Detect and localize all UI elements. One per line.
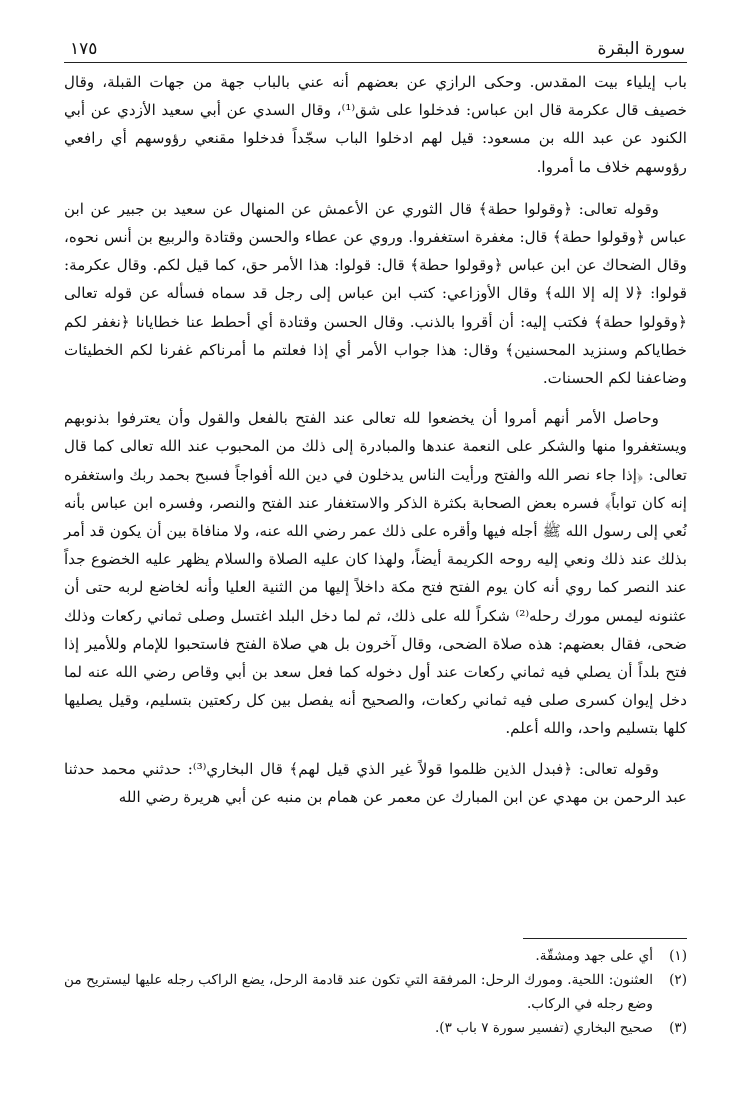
main-text [64, 68, 687, 823]
paragraph: وقوله تعالى: ﴿وقولوا حطة﴾ قال الثوري عن الأعمش عن المنهال عن سعيد بن جبير عن ابن عباس ﴿وقولوا حطة﴾ قال: مغفرة استغفروا. وروي عن عطاء والحسن وقتادة والربيع بن أنس نحوه، وقال الضحاك عن ابن عباس ﴿وقولوا حطة﴾ قال: قولوا: هذا الأمر حق، كما قيل لكم. وقال عكرمة: قولوا: ﴿لا إله إلا الله﴾ وقال الأوزاعي: كتب ابن عباس إلى رجل قد سماه فسأله عن قوله تعالى ﴿وقولوا حطة﴾ فكتب إليه: أن أقروا بالذنب. وقال الحسن وقتادة أي أحطط عنا خطايانا ﴿نغفر لكم خطاياكم وسنزيد المحسنين﴾ وقال: هذا جواب الأمر أي إذا فعلتم ما أمرناكم غفرنا لكم الخطيئات وضاعفنا لكم الحسنات. [64, 199, 687, 388]
footnote-number: (١) [669, 948, 687, 964]
footnote-number: (٢) [669, 972, 687, 988]
footnote-divider [523, 938, 687, 939]
page-header [64, 30, 687, 63]
footnote [64, 944, 687, 968]
footnote [64, 968, 687, 1016]
paragraph: وحاصل الأمر أنهم أمروا أن يخضعوا لله تعالى عند الفتح بالفعل والقول وأن يعترفوا بذنوبهم ويستغفروا منها والشكر على النعمة عندها والمبادرة إلى ذلك من المحبوب عند الله تعالى كما قال تعالى: ﴿إذا جاء نصر الله والفتح ورأيت الناس يدخلون في دين الله أفواجاً فسبح بحمد ربك واستغفره إنه كان تواباً﴾ فسره بعض الصحابة بكثرة الذكر والاستغفار عند الفتح والنصر، وفسره ابن عباس بأنه نُعي إلى رسول الله ﷺ أجله فيها وأقره على ذلك عمر رضي الله عنه، ولا منافاة بين أن يكون قد أمر بذلك عند ذلك ونعي إليه روحه الكريمة أيضاً، ولهذا كان عليه الصلاة والسلام يظهر عليه الخضوع جداً عند النصر كما روي أنه كان يوم الفتح فتح مكة داخلاً إليها من الثنية العليا وأنه لخاضع لربه حتى أن عثنونه ليمس مورك رحله⁽²⁾ شكراً لله على ذلك، ثم لما دخل البلد اغتسل وصلى ثماني ركعات وذلك ضحى، فقال بعضهم: هذه صلاة الضحى، وقال آخرون بل هي صلاة الفتح فاستحبوا للإمام وللأمير إذا فتح بلداً أن يصلي فيه ثماني ركعات عند أول دخوله كما فعل سعد بن أبي وقاص رضي الله عنه لما دخل إيوان كسرى صلى فيه ثماني ركعات، والصحيح أنه يفصل بين كل ركعتين بتسليم، وقيل يصليها كلها بتسليم واحد، والله أعلم. [64, 409, 687, 738]
paragraph: باب إيلياء بيت المقدس. وحكى الرازي عن بعضهم أنه عني بالباب جهة من جهات القبلة، وقال خصيف قال عكرمة قال ابن عباس: فدخلوا على شق⁽¹⁾، وقال السدي عن أبي سعيد الأزدي عن أبي الكنود عن عبد الله بن مسعود: قيل لهم ادخلوا الباب سجّداً فدخلوا مقنعي رؤوسهم أي رافعي رؤوسهم خلاف ما أمروا. [64, 73, 687, 176]
footnote-text: صحيح البخاري (تفسير سورة ٧ باب ٣). [434, 1020, 653, 1036]
footnote-number: (٣) [669, 1020, 687, 1036]
surah-title: سورة البقرة [597, 39, 685, 59]
footnote [64, 1016, 687, 1040]
page-number: ١٧٥ [70, 39, 98, 59]
paragraph: وقوله تعالى: ﴿فبدل الذين ظلموا قولاً غير الذي قيل لهم﴾ قال البخاري⁽³⁾: حدثني محمد حدثنا عبد الرحمن بن مهدي عن ابن المبارك عن معمر عن همام بن منبه عن أبي هريرة رضي الله [64, 759, 687, 806]
footnotes [64, 944, 687, 1040]
footnote-text: أي على جهد ومشقّة. [535, 948, 653, 964]
footnote-text: العثنون: اللحية. ومورك الرحل: المرفقة التي تكون عند قادمة الرحل، يضع الراكب رجله عليها ليستريح من وضع رجله في الركاب. [64, 972, 653, 1012]
